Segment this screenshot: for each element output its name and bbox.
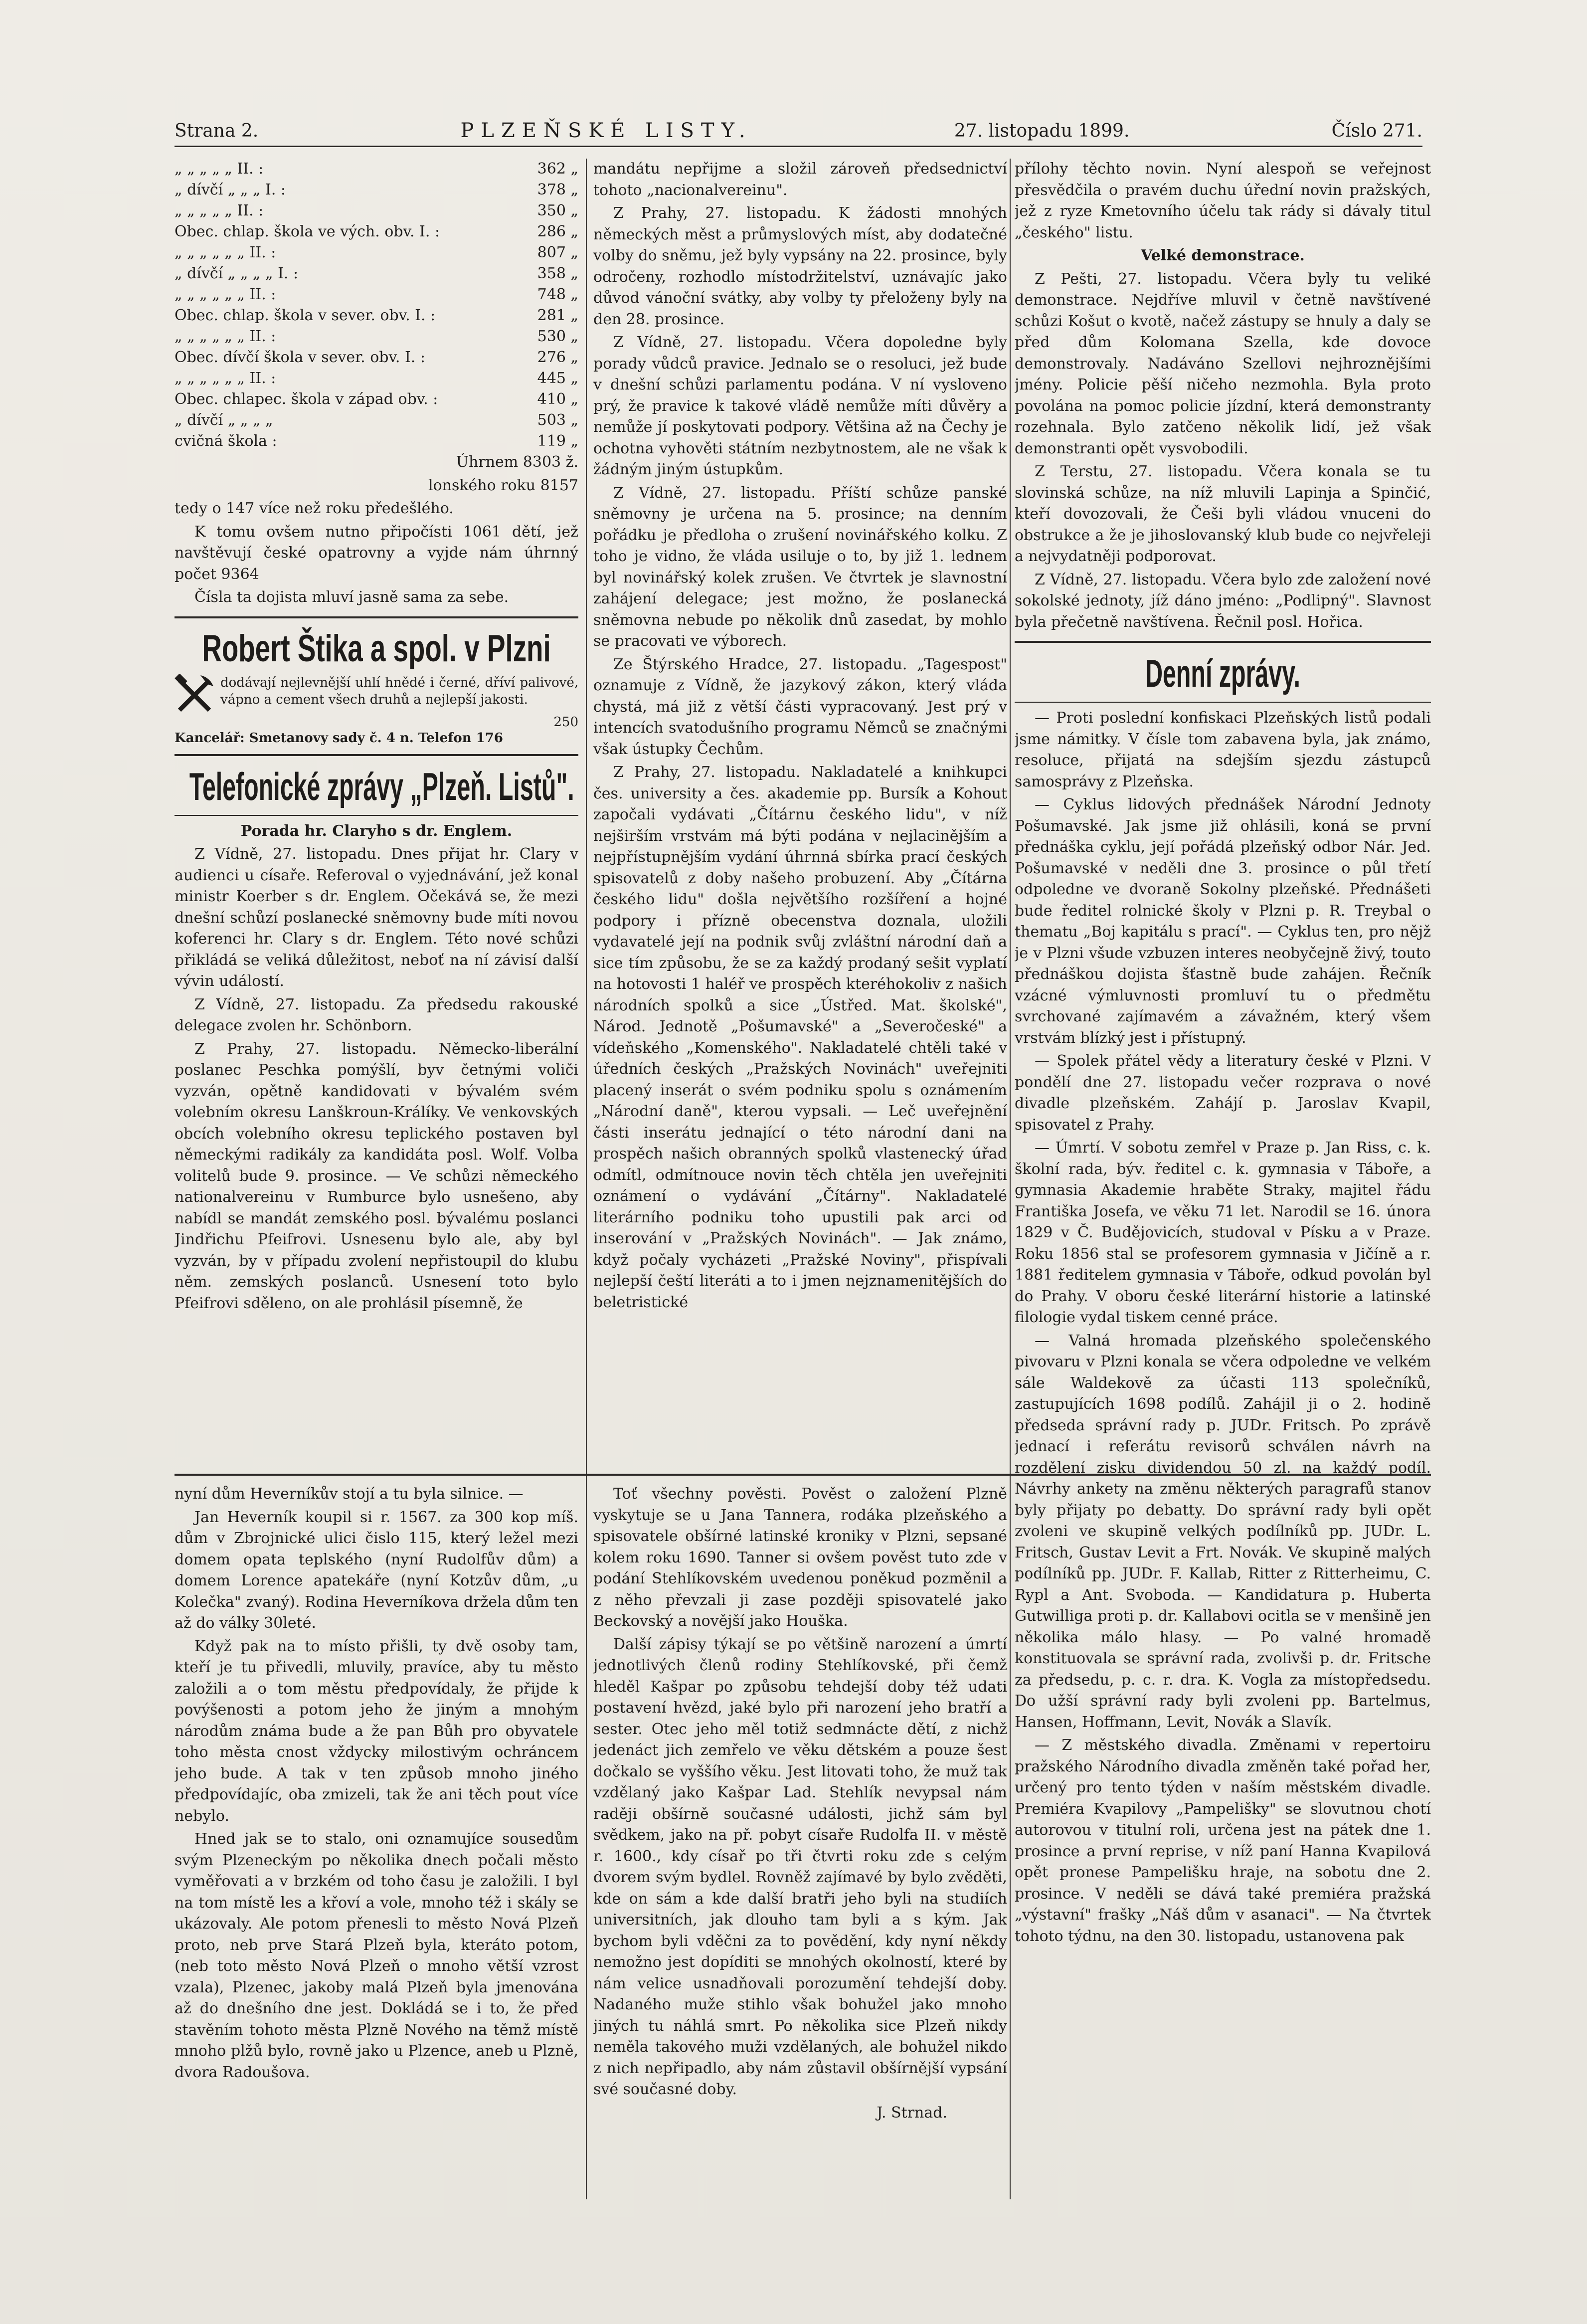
paragraph: Z Prahy, 27. listopadu. Nakladatelé a knihkupci čes. university a čes. akademie pp. Bursík a Kohout započali vydávati „Čítárnu českého lidu", v níž nejširším vrstvám má býti podána v nejlacinějším a nejpřístupnějším vydání úhrnná sbírka prací českých spisovatelů z doby našeho probuzení. Aby „Čítárna českého lidu" došla největšího rozšíření a hojné podpory i přízně obecenstva doznala, uložili vydavatelé její na podnik svůj zvláštní národní daň a sice tím způsobu, že se za každý prodaný sešit vyplatí na hotovosti 1 haléř ve prospěch kteréhokoliv z našich národních spolků a sice „Ústřed. Mat. školské", Národ. Jednotě „Pošumavské" a „Severočeské" a vídeňského „Komenského". Nakladatelé chtěli také v úředních českých „Pražských Novinách" uveřejniti placený inserát o svém podniku spolu s oznámením „Národní daně", kterou vypsali. — Leč uveřejnění části inserátu jednající o této národní dani na prospěch našich obranných spolků vlastenecký úřad odmítl, odmítnouce novin těch chtěla jen uveřejniti oznámení o vydávání „Čítárny". Nakladatelé literárního podniku toho upustili pak arci od inserování v „Pražských Novinách". — Jak známo, když počaly vycházeti „Pražské Noviny", přispívali nejlepší čeští literáti a to i jmen nejznamenitějších do beletristické <box>593 764 1007 1311</box>
stat-row: „ „ „ „ „ II. : 362 „ <box>175 160 578 178</box>
divider <box>175 815 578 816</box>
hammer-pick-icon <box>175 674 214 714</box>
issue-number: Číslo 271. <box>1331 120 1422 141</box>
stat-row: Obec. chlapec. škola v západ obv. : 410 „ <box>175 390 578 408</box>
paragraph: Z Vídně, 27. listopadu. Včera dopoledne byly porady vůdců pravice. Jednalo se o resoluci, jež bude v dnešní schůzi parlamentu podána. V ní vysloveno prý, že pravice k takové vládě nemůže míti důvěry a nemůže jí poskytovati podpory. Většina až na Čechy je ochotna vyhověti státním nezbytnostem, ale ne však k žádným jiným ústupkům. <box>593 334 1007 478</box>
column-2 <box>593 159 1007 1465</box>
stat-row: „ „ „ „ „ „ II. : 530 „ <box>175 328 578 345</box>
stats-total: Úhrnem 8303 ž. <box>456 453 578 471</box>
divider <box>1015 641 1431 643</box>
subheading: Porada hr. Claryho s dr. Englem. <box>240 822 513 840</box>
page-number: Strana 2. <box>175 120 259 141</box>
paragraph: Z Prahy, 27. listopadu. K žádosti mnohých německých měst a průmyslových míst, aby dodatečné volby do sněmu, jež byly vypsány na 22. prosince, byly odročeny, rozhodlo místodržitelství, uznávajíc jako důvod vánoční svátky, aby volby ty přeloženy byly na den 28. prosince. <box>593 204 1007 328</box>
stat-row: cvičná škola : 119 „ <box>175 432 578 450</box>
paragraph: Z Vídně, 27. listopadu. Příští schůze panské sněmovny je určena na 5. prosince; na denním pořádku je předloha o zrušení novinářského kolku. Z toho je vidno, že vláda usiluje o to, by již 1. lednem byl novinářský kolek zrušen. Ve čtvrtek je slavnostní zahájení delegace; jest možno, že poslanecká sněmovna nebude po několik dnů zasedat, by mohlo se pracovati ve výborech. <box>593 484 1007 650</box>
masthead: PLZEŇSKÉ LISTY. <box>460 119 752 142</box>
paragraph: Z Terstu, 27. listopadu. Včera konala se tu slovinská schůze, na níž mluvili Lapinja a Spinčić, kteří dovozovali, že Češi byli vládou vnuceni do obstrukce a že je jihoslovanský klub bude co nejvřeleji a nejvydatněji podporovat. <box>1015 463 1431 565</box>
divider <box>175 754 578 756</box>
paragraph: — Valná hromada plzeňského společenského pivovaru v Plzni konala se včera odpoledne ve velkém sále Waldekově za účasti 113 společníků, zastupujících 1698 podílů. Zahájil ji o 2. hodině předseda správní rady p. JUDr. Fritsch. Po zprávě jednací i referátu revisorů schválen návrh na rozdělení zisku dividendou 50 zl. na každý podíl. Návrhy ankety na změnu některých paragrafů stanov byly přijaty po debatty. Do správní rady byli opět zvoleni ve skupině velkých podílníků pp. JUDr. L. Fritsch, Gustav Levit a Frt. Novák. Ve skupině malých podílníků pp. JUDr. F. Kallab, Ritter z Ritterheimu, C. Rypl a Ant. Svoboda. — Kandidatura p. Huberta Gutwilliga proti p. dr. Kallabovi ocitla se v menšině jen několika málo hlasy. — Po valné hromadě konstituovala se správní rada, zvolivši p. dr. Fritsche za předsedu, p. c. r. dra. K. Vogla za místopředsedu. Do užší správní rady byli zvoleni pp. Bartelmus, Hansen, Hoffmann, Levit, Novák a Slavík. <box>1015 1332 1431 1731</box>
section-title: Denní zprávy. <box>1145 651 1300 695</box>
paragraph: Jan Heverník koupil si r. 1567. za 300 kop míš. dům v Zbrojnické ulici čislo 115, který ležel mezi domem opata teplského (nyní Rudolfův dům) a domem Lorence apatekáře (nyní Kotzův dům, „u Kolečka" zvaný). Rodina Heverníkova držela dům ten až do války 30leté. <box>175 1508 578 1632</box>
subheading: Velké demonstrace. <box>1141 247 1305 264</box>
paragraph: Další zápisy týkají se po většině narození a úmrtí jednotlivých členů rodiny Stehlíkovské, při čemž hleděl Kašpar po způsobu tehdejší doby též udati postavení hvězd, jaké bylo při narození jeho bratří a sester. Otec jeho měl totiž sedmnácte dětí, z nichž jedenáct jich zemřelo ve věku dětském a pouze šest dočkalo se vyššího věku. Jest litovati toho, že muž tak vzdělaný jako Kašpar Lad. Stehlík nevypsal nám raději obšírně současné události, jichž sám byl svědkem, jako na př. pobyt císaře Rudolfa II. v městě r. 1600., kdy císař po tři čtvrti roku zde s celým dvorem svým bydlel. Rovněž zajímavé by bylo zvěděti, kde on sám a kde další bratři jeho byli na studiích universitních, jak dlouho tam byli a s kým. Jak bychom byli vděčni za to povědění, kdy nyní někdy nemožno jest dopíditi se mnohých okolností, které by nám velice usnadňovali porozumění tehdejší doby. Nadaného muže stihlo však bohužel jako mnoho jiných tu náhlá smrt. Po několika sice Plzeň nikdy neměla takového muži vzdělaných, ale bohužel nikdo z nich nepřipadlo, aby nám zůstavil obšírnější vypsání své současné doby. <box>593 1635 1007 2098</box>
ad-body: dodávají nejlevnější uhlí hnědé i černé, dříví palivové, vápno a cement všech druhů a nejlepší jakosti. <box>220 675 578 707</box>
stat-row: „ „ „ „ „ „ II. : 445 „ <box>175 370 578 387</box>
paragraph: — Úmrtí. V sobotu zemřel v Praze p. Jan Riss, c. k. školní rada, býv. ředitel c. k. gymnasia v Táboře, a gymnasia Akademie hraběte Straky, majitel řádu Františka Josefa, ve věku 71 let. Narodil se 16. února 1829 v Č. Budějovicích, studoval v Písku a v Praze. Roku 1856 stal se profesorem gymnasia v Jičíně a r. 1881 ředitelem gymnasia v Táboře, odkud povolán byl do Prahy. V oboru české literární historie a latinské filologie vydal tiskem cenné práce. <box>1015 1139 1431 1326</box>
advertisement <box>175 626 578 746</box>
paragraph: Hned jak se to stalo, oni oznamujíce sousedům svým Plzeneckým po několika dnech počali město vyměřovati a v brzkém od toho času je založili. I byl na tom místě les a křoví a vole, mnoho též i skály se ukázovaly. Ale potom přenesli to město Nová Plzeň proto, neb prve Stará Plzeň byla, kteráto potom, (neb toto město Nová Plzeň o mnoho větší vzrost vzala), Plzenec, jakoby malá Plzeň byla jmenována až do dnešního dne jest. Dokládá se i to, že před stavěním tohoto města Plzně Nového na těmž místě mnoho plžů bylo, rovně jako u Plzence, aneb u Plzně, dvora Radoušova. <box>175 1830 578 2081</box>
stat-row: „ dívčí „ „ „ „ I. : 358 „ <box>175 265 578 282</box>
stats-last-year: lonského roku 8157 <box>428 476 578 494</box>
stat-row: „ „ „ „ „ II. : 350 „ <box>175 202 578 219</box>
column-3 <box>1015 159 1431 2203</box>
paragraph: Když pak na to místo přišli, ty dvě osoby tam, kteří je tu přivedli, mluvily, pravíce, aby tu město založili a o tom městu předpovídaly, že přijde k povýšenosti a potom jeho že jiným a mnohým národům známa bude a že pan Bůh pro obyvatele toho města cnost vždycky milostivým ochráncem jeho bude. A tak v ten způsob mnoho jiného předpovídajíc, oba zmizeli, tak že ani těch pout více nebylo. <box>175 1637 578 1825</box>
stat-row: Obec. dívčí škola v sever. obv. I. : 276 „ <box>175 349 578 366</box>
column-rule-1 <box>586 159 587 2199</box>
paragraph: Čísla ta dojista mluví jasně sama za sebe. <box>194 588 509 606</box>
stat-row: Obec. chlap. škola v sever. obv. I. : 281 „ <box>175 307 578 324</box>
paragraph: nyní dům Heverníkův stojí a tu byla silnice. — <box>175 1485 524 1503</box>
paragraph: Z Vídně, 27. listopadu. Za předsedu rakouské delegace zvolen hr. Schönborn. <box>175 995 578 1034</box>
paragraph: K tomu ovšem nutno připočísti 1061 dětí, jež navštěvují české opatrovny a vyjde nám úhrnný počet 9364 <box>175 523 578 583</box>
paragraph: Toť všechny pověsti. Pověst o založení Plzně vyskytuje se u Jana Tannera, rodáka plzeňského a spisovatele obšírné latinské kroniky v Plzni, sepsané kolem roku 1690. Tanner si ovšem pověst tuto zde v podání Stehlíkovském uvedenou poněkud pozměnil a z něho převzali ji zase později spisovatelé jako Beckovský a novější jako Houška. <box>593 1485 1007 1630</box>
paragraph: — Spolek přátel vědy a literatury české v Plzni. V pondělí dne 27. listopadu večer rozprava o nové divadle plzeňském. Zahájí p. Jaroslav Kvapil, spisovatel z Prahy. <box>1015 1052 1431 1134</box>
column-rule-2 <box>1010 159 1011 2199</box>
ad-number: 250 <box>553 714 578 730</box>
stat-row: „ dívčí „ „ „ I. : 378 „ <box>175 181 578 198</box>
paragraph: Z Vídně, 27. listopadu. Dnes přijat hr. Clary v audienci u císaře. Referoval o vyjednávání, jež konal ministr Koerber s dr. Englem. Očekává se, že mezi dnešní schůzí poslanecké sněmovny bude míti novou koferenci hr. Clary s dr. Englem. Této nové schůzi přikládá se veliká důležitost, neboť na ní závisí další vývin událostí. <box>175 845 578 990</box>
page-header <box>175 116 1422 147</box>
stat-row: „ „ „ „ „ „ II. : 748 „ <box>175 286 578 303</box>
paragraph: Ze Štýrského Hradce, 27. listopadu. „Tagespost" oznamuje z Vídně, že jazykový zákon, který vláda chystá, má již z větší části vypracovaný. Jest prý v intencích svatodušního programu Němců se značnými však ústupky Čechům. <box>593 655 1007 758</box>
column-2-lower <box>593 1484 1007 2202</box>
divider <box>1015 702 1431 703</box>
paragraph: Z Prahy, 27. listopadu. Německo-liberální poslanec Peschka pomýšlí, byv četnými voliči vyzván, opětně kandidovati v bývalém svém volebním okresu Lanškroun-Králíky. Ve venkovských obcích volebního okresu teplického postaven byl německými radikály za kandidáta posl. Wolf. Volba volitelů bude 9. prosince. — Ve schůzi německého nationalvereinu v Rumburce bylo usnešeno, aby nabídl se mandát zemského posl. bývalému poslanci Jindřichu Pfeifrovi. Usnesenu bylo ale, aby byl vyzván, by v případu zvolení nepřistoupil do klubu něm. zemských poslanců. Usnesení toto bylo Pfeifrovi sděleno, on ale prohlásil písemně, že <box>175 1040 578 1312</box>
paragraph: přílohy těchto novin. Nyní alespoň se veřejnost přesvědčila o pravém duchu úřední novin pražských, jež z ryze Kmetovního účelu tak rády si dávaly titul „českého" listu. <box>1015 160 1431 241</box>
stats-more: tedy o 147 více než roku předešlého. <box>175 500 454 517</box>
signature: J. Strnad. <box>877 2104 947 2122</box>
paragraph: Z Pešti, 27. listopadu. Včera byly tu veliké demonstrace. Nejdříve mluvil v četně navštívené schůzi Košut o kvotě, načež zástupy se hnuly a daly se před dům Kolomana Szella, kde dovoce demonstrovaly. Nadáváno Szellovi nejhroznějšími jmény. Policie pěší ničeho nezmohla. Byla proto povolána na pomoc policie jízdní, která demonstranty rozehnala. Bylo zatčeno několik lidí, jež však demonstranti opět vysvobodili. <box>1015 270 1431 457</box>
school-stats <box>175 159 578 452</box>
paragraph: Z Vídně, 27. listopadu. Včera bylo zde založení nové sokolské jednoty, jíž dáno jméno: „Podlipný". Slavnost byla přečetně navštívena. Řečnil posl. Hořica. <box>1015 571 1431 631</box>
column-1-lower <box>175 1484 578 2202</box>
paragraph: — Z městského divadla. Změnami v repertoiru pražského Národního divadla změněn také pořad her, určený pro tento týden v naším městském divadle. Premiéra Kvapilovy „Pampelišky" se slovutnou chotí autorovou v titulní roli, určena jest na pátek dne 1. prosince a první reprise, v níž paní Hanna Kvapilová opět pronese Pampelišku hraje, na sobotu dne 2. prosince. V neděli se dává také premiéra pražská „výstavní" frašky „Náš dům v asanaci". — Na čtvrtek tohoto týdnu, na den 30. listopadu, ustanovena pak <box>1015 1737 1431 1945</box>
section-title: Telefonické zprávy „Plzeň. Listů". <box>189 764 574 808</box>
paragraph: mandátu nepřijme a složil zároveň předsednictví tohoto „nacionalvereinu". <box>593 160 1007 199</box>
divider <box>175 616 578 618</box>
stat-row: Obec. chlap. škola ve vých. obv. I. : 286 „ <box>175 223 578 240</box>
paragraph: — Proti poslední konfiskaci Plzeňských listů podali jsme námitky. V čísle tom zabavena byla, jak známo, resoluce, přijatá na sdejším sjezdu zástupců samosprávy z Plzeňska. <box>1015 709 1431 790</box>
ad-title: Robert Štika a spol. v Plzni <box>202 627 551 670</box>
paragraph: — Cyklus lidových přednášek Národní Jednoty Pošumavské. Jak jsme již ohlásili, koná se první přednáška cyklu, její pořádá plzeňský odbor Nár. Jed. Pošumavské v neděli dne 3. prosince o půl třetí odpoledne ve dvoraně Sokolny plzeňské. Přednášeti bude ředitel rolnické školy v Plzni p. R. Treybal o thematu „Boj kapitálu s prací". — Cyklus ten, pro nějž je v Plzni všude vzbuzen interes neobyčejně živý, touto přednáškou dojista šťastně bude zahájen. Řečník vzácné výmluvnosti promluví tu o předmětu svrchované zajímavém a závažném, který všem vrstvám blízký jest i přístupný. <box>1015 796 1431 1047</box>
issue-date: 27. listopadu 1899. <box>954 120 1130 141</box>
ad-office: Kancelář: Smetanovy sady č. 4 n. Telefon 176 <box>175 730 503 746</box>
stat-row: „ dívčí „ „ „ „ 503 „ <box>175 411 578 429</box>
stat-row: „ „ „ „ „ „ II. : 807 „ <box>175 244 578 261</box>
